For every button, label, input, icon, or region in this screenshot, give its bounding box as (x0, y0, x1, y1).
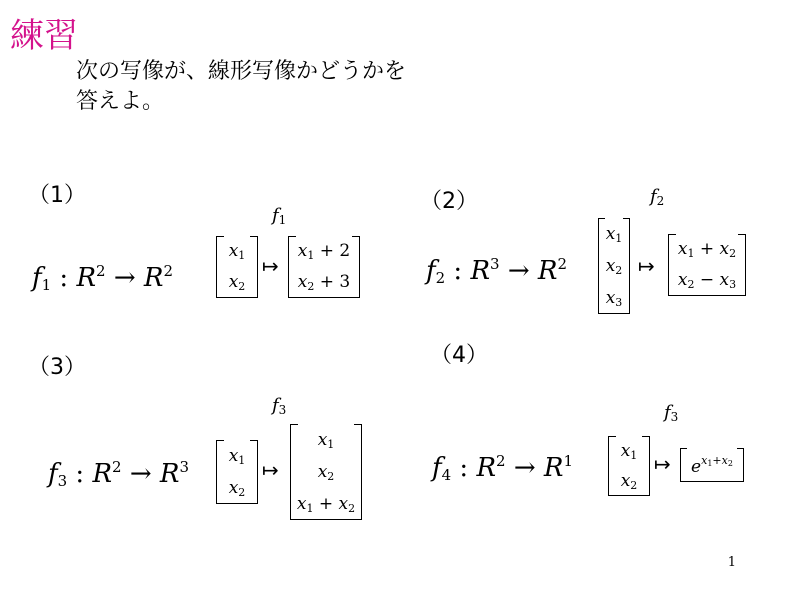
problem-2-signature: $f_2$ : $R^3 \to R^2$ (426, 255, 568, 287)
problem-4-mapsto: ↦ (654, 452, 671, 476)
problem-2-map-label: $f_2$ (650, 186, 665, 208)
problem-2-input-vector: $x_1$ $x_2$ $x_3$ (598, 218, 630, 314)
problem-4-map-label: $f_3$ (664, 402, 679, 424)
problem-1-signature: $f_1$ : $R^2 \to R^2$ (32, 262, 174, 294)
problem-3-map-label: $f_3$ (272, 395, 287, 417)
problem-1-mapsto: ↦ (262, 254, 279, 278)
problem-4-signature: $f_4$ : $R^2 \to R^1$ (432, 452, 574, 484)
problem-4-input-vector: $x_1$ $x_2$ (608, 436, 650, 496)
problem-4-label: （4） (430, 343, 488, 368)
problem-2-mapsto: ↦ (638, 254, 655, 278)
problem-1-output-vector: $x_1 + 2$ $x_2 + 3$ (288, 236, 360, 298)
problem-3-input-vector: $x_1$ $x_2$ (216, 440, 258, 504)
problem-3-signature: $f_3$ : $R^2 \to R^3$ (48, 458, 190, 490)
slide-title: 練習 (10, 16, 78, 56)
problem-3-output-vector: $x_1$ $x_2$ $x_1 + x_2$ (290, 424, 362, 520)
problem-2-label: （2） (420, 189, 478, 214)
problem-1-input-vector: $x_1$ $x_2$ (216, 236, 258, 298)
problem-2-output-vector: $x_1 + x_2$ $x_2 - x_3$ (668, 234, 746, 296)
problem-4-output-vector: $e^{x_1+x_2}$ (680, 448, 744, 482)
page-number: 1 (727, 555, 736, 570)
problem-1-map-label: $f_1$ (272, 205, 287, 227)
problem-1-label: （1） (28, 183, 86, 208)
problem-3-mapsto: ↦ (262, 458, 279, 482)
instruction-line-1: 次の写像が、線形写像かどうかを (76, 59, 407, 84)
problem-3-label: （3） (28, 355, 86, 380)
instruction-line-2: 答えよ。 (76, 89, 165, 114)
